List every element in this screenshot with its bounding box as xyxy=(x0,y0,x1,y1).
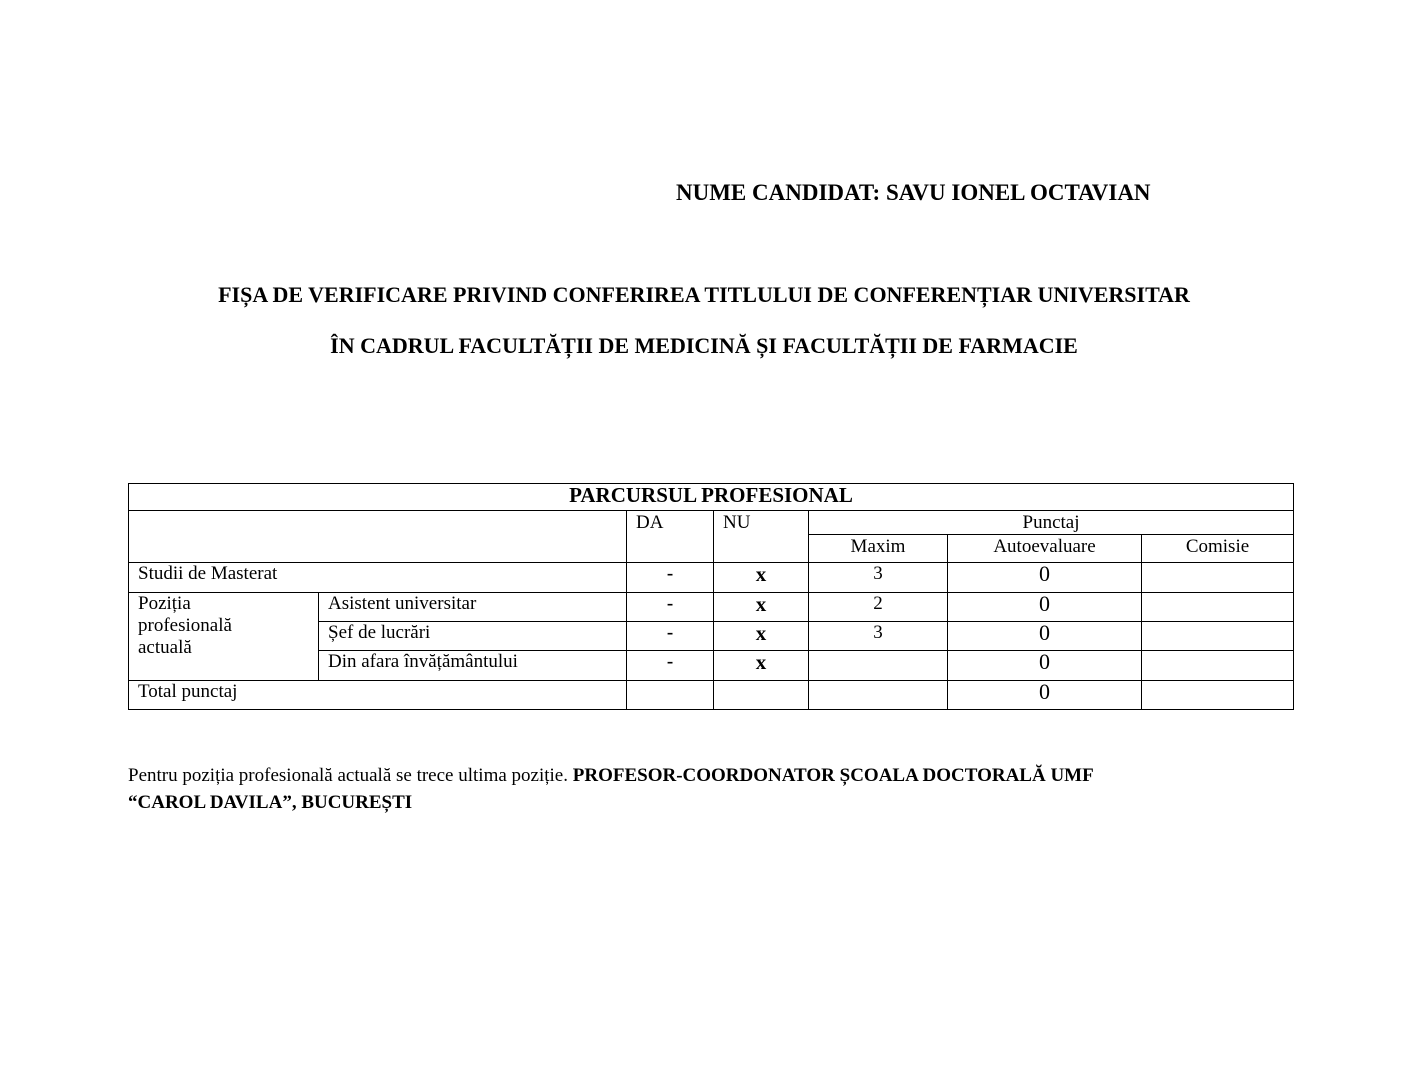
footnote-text: Pentru poziția profesională actuală se trece ultima poziție. xyxy=(128,765,568,786)
comisie-cell xyxy=(1142,593,1294,622)
header-comisie: Comisie xyxy=(1142,535,1294,563)
footnote-position-line1: PROFESOR-COORDONATOR ȘCOALA DOCTORALĂ UMF xyxy=(572,765,1094,786)
header-da: DA xyxy=(627,511,714,563)
maxim-cell xyxy=(809,651,948,681)
empty-cell xyxy=(714,681,809,710)
document-title-line1: FIȘA DE VERIFICARE PRIVIND CONFERIREA TITLULUI DE CONFERENȚIAR UNIVERSITAR xyxy=(218,282,1190,307)
comisie-cell xyxy=(1142,622,1294,651)
document-title-line2: ÎN CADRUL FACULTĂȚII DE MEDICINĂ ȘI FACULTĂȚII DE FARMACIE xyxy=(330,333,1078,358)
nu-cell: x xyxy=(714,593,809,622)
total-label: Total punctaj xyxy=(129,681,627,710)
comisie-cell xyxy=(1142,651,1294,681)
comisie-cell xyxy=(1142,563,1294,593)
auto-cell: 0 xyxy=(948,651,1142,681)
total-row xyxy=(129,681,1294,710)
row-label: Studii de Masterat xyxy=(129,563,627,593)
da-cell: - xyxy=(627,622,714,651)
empty-cell xyxy=(1142,681,1294,710)
total-auto-cell: 0 xyxy=(948,681,1142,710)
auto-cell: 0 xyxy=(948,563,1142,593)
empty-cell xyxy=(627,681,714,710)
nu-cell: x xyxy=(714,563,809,593)
auto-cell: 0 xyxy=(948,622,1142,651)
professional-record-table xyxy=(128,483,1294,710)
maxim-cell: 3 xyxy=(809,563,948,593)
table-caption: PARCURSUL PROFESIONAL xyxy=(129,484,1294,511)
maxim-cell: 2 xyxy=(809,593,948,622)
da-cell: - xyxy=(627,651,714,681)
nu-cell: x xyxy=(714,622,809,651)
group-label: Poziția profesională actuală xyxy=(129,593,319,681)
header-punctaj: Punctaj xyxy=(809,511,1294,535)
da-cell: - xyxy=(627,563,714,593)
row-label: Asistent universitar xyxy=(319,593,627,622)
nu-cell: x xyxy=(714,651,809,681)
header-nu: NU xyxy=(714,511,809,563)
footnote-position-line2: “CAROL DAVILA”, BUCUREȘTI xyxy=(128,792,413,813)
empty-header-cell xyxy=(129,511,627,563)
empty-cell xyxy=(809,681,948,710)
table-row xyxy=(129,593,1294,622)
auto-cell: 0 xyxy=(948,593,1142,622)
maxim-cell: 3 xyxy=(809,622,948,651)
table-row xyxy=(129,563,1294,593)
da-cell: - xyxy=(627,593,714,622)
candidate-name: NUME CANDIDAT: SAVU IONEL OCTAVIAN xyxy=(676,180,1151,205)
row-label: Șef de lucrări xyxy=(319,622,627,651)
header-maxim: Maxim xyxy=(809,535,948,563)
row-label: Din afara învățământului xyxy=(319,651,627,681)
footnote xyxy=(128,762,1094,816)
header-autoevaluare: Autoevaluare xyxy=(948,535,1142,563)
